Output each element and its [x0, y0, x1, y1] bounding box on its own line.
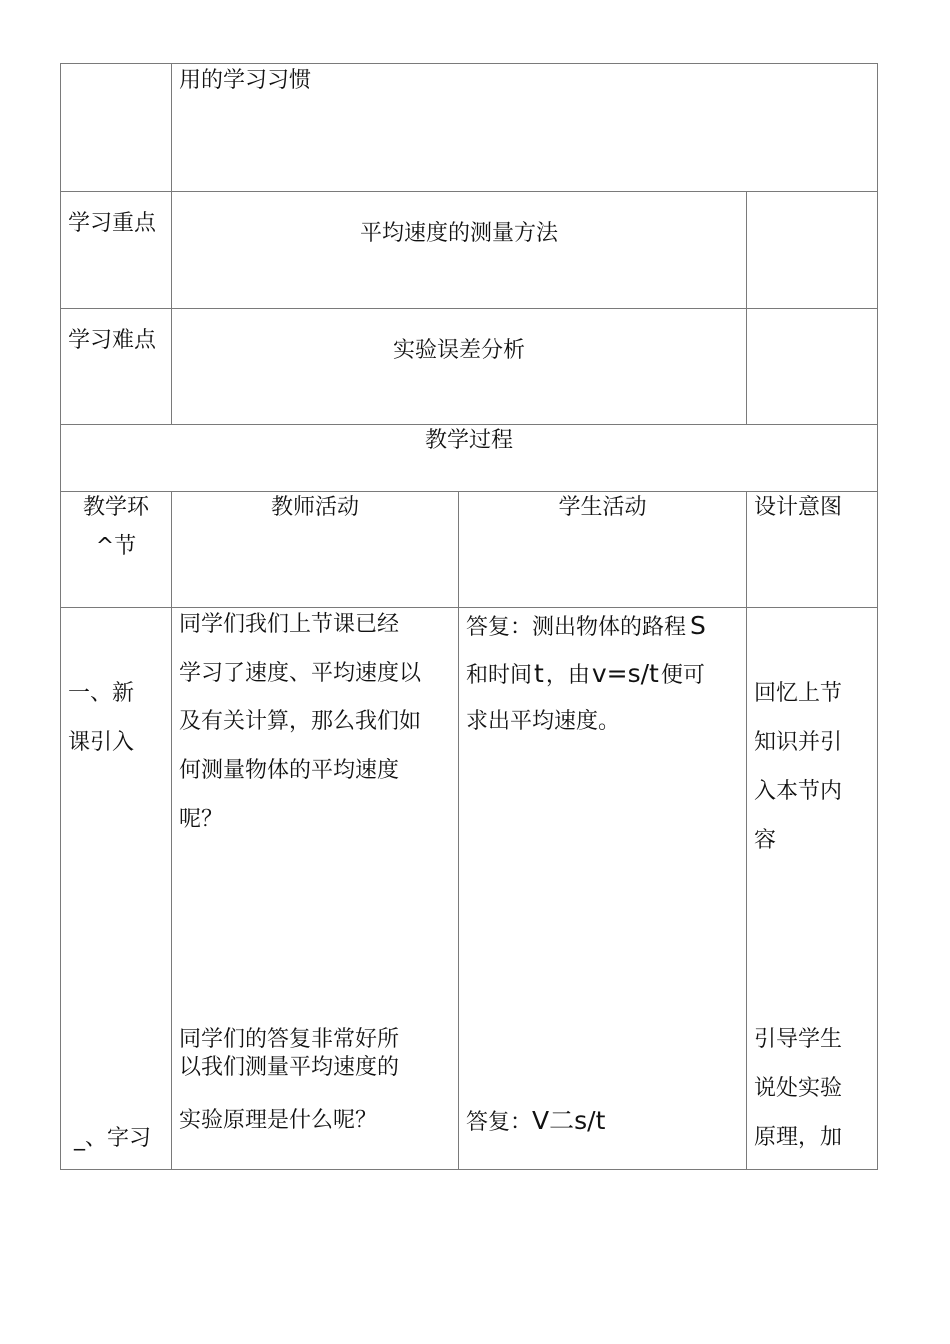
intro-stage-line1: 一、新 — [68, 681, 135, 706]
column-divider — [746, 191, 747, 425]
difficulty-label: 学习难点 — [68, 328, 157, 353]
intro-teacher-line: 学习了速度、平均速度以 — [179, 661, 422, 686]
header-stage-line1: 教学环 — [82, 495, 149, 520]
header-teacher: 教师活动 — [270, 495, 359, 520]
header-intent: 设计意图 — [754, 495, 843, 520]
intro-teacher-line: 同学们我们上节课已经 — [179, 612, 400, 637]
row0-content: 用的学习习惯 — [179, 68, 312, 93]
intro-intent-line: 入本节内 — [754, 779, 843, 804]
intro-intent-line: 知识并引 — [754, 730, 843, 755]
intro-teacher-line: 及有关计算，那么我们如 — [179, 709, 422, 734]
header-student: 学生活动 — [558, 495, 647, 520]
difficulty-content: 实验误差分析 — [392, 338, 525, 363]
column-divider — [458, 491, 459, 1170]
intro-student-line1 — [466, 613, 706, 639]
intro-intent-line: 回忆上节 — [754, 681, 843, 706]
learn-teacher-line: 同学们的答复非常好所 — [179, 1027, 400, 1052]
intro-teacher-line: 呢？ — [179, 807, 224, 832]
key-point-content: 平均速度的测量方法 — [359, 221, 558, 246]
learn-student-answer — [466, 1108, 605, 1134]
column-divider — [171, 491, 172, 1170]
intro-student-text: 答复：测出物体的路程 — [466, 615, 687, 640]
learn-teacher-line: 实验原理是什么呢？ — [179, 1108, 378, 1133]
velocity-formula: V二s/t — [532, 1106, 606, 1135]
row-divider — [60, 607, 878, 608]
intro-student-text: 和时间 — [466, 663, 533, 688]
speed-formula: v=s/t — [591, 659, 659, 688]
table-border-top — [60, 63, 878, 64]
learn-intent-line: 原理，加 — [754, 1125, 843, 1150]
learn-student-prefix: 答复： — [466, 1110, 533, 1135]
intro-student-text: ，由 — [545, 663, 590, 688]
row-divider — [60, 308, 878, 309]
intro-student-line3: 求出平均速度。 — [466, 709, 621, 734]
distance-variable: S — [690, 611, 706, 640]
intro-teacher-line: 何测量物体的平均速度 — [179, 758, 400, 783]
row-divider — [60, 491, 878, 492]
intro-student-text: 便可 — [660, 663, 705, 688]
time-variable: t — [534, 659, 544, 688]
process-title: 教学过程 — [424, 428, 513, 453]
row-divider — [60, 424, 878, 425]
intro-student-line2 — [466, 661, 705, 687]
header-stage-line2: ^节 — [95, 534, 137, 559]
table-border-left — [60, 63, 61, 1170]
learn-teacher-line: 以我们测量平均速度的 — [179, 1055, 400, 1080]
table-border-right — [877, 63, 878, 1170]
column-divider — [746, 491, 747, 1170]
learn-intent-line: 引导学生 — [754, 1027, 843, 1052]
key-point-label: 学习重点 — [68, 211, 157, 236]
intro-intent-line: 容 — [754, 828, 777, 853]
row-divider — [60, 191, 878, 192]
learn-stage: _、字习 — [74, 1126, 152, 1151]
intro-stage-line2: 课引入 — [68, 730, 135, 755]
table-border-bottom — [60, 1169, 878, 1170]
learn-intent-line: 说处实验 — [754, 1076, 843, 1101]
